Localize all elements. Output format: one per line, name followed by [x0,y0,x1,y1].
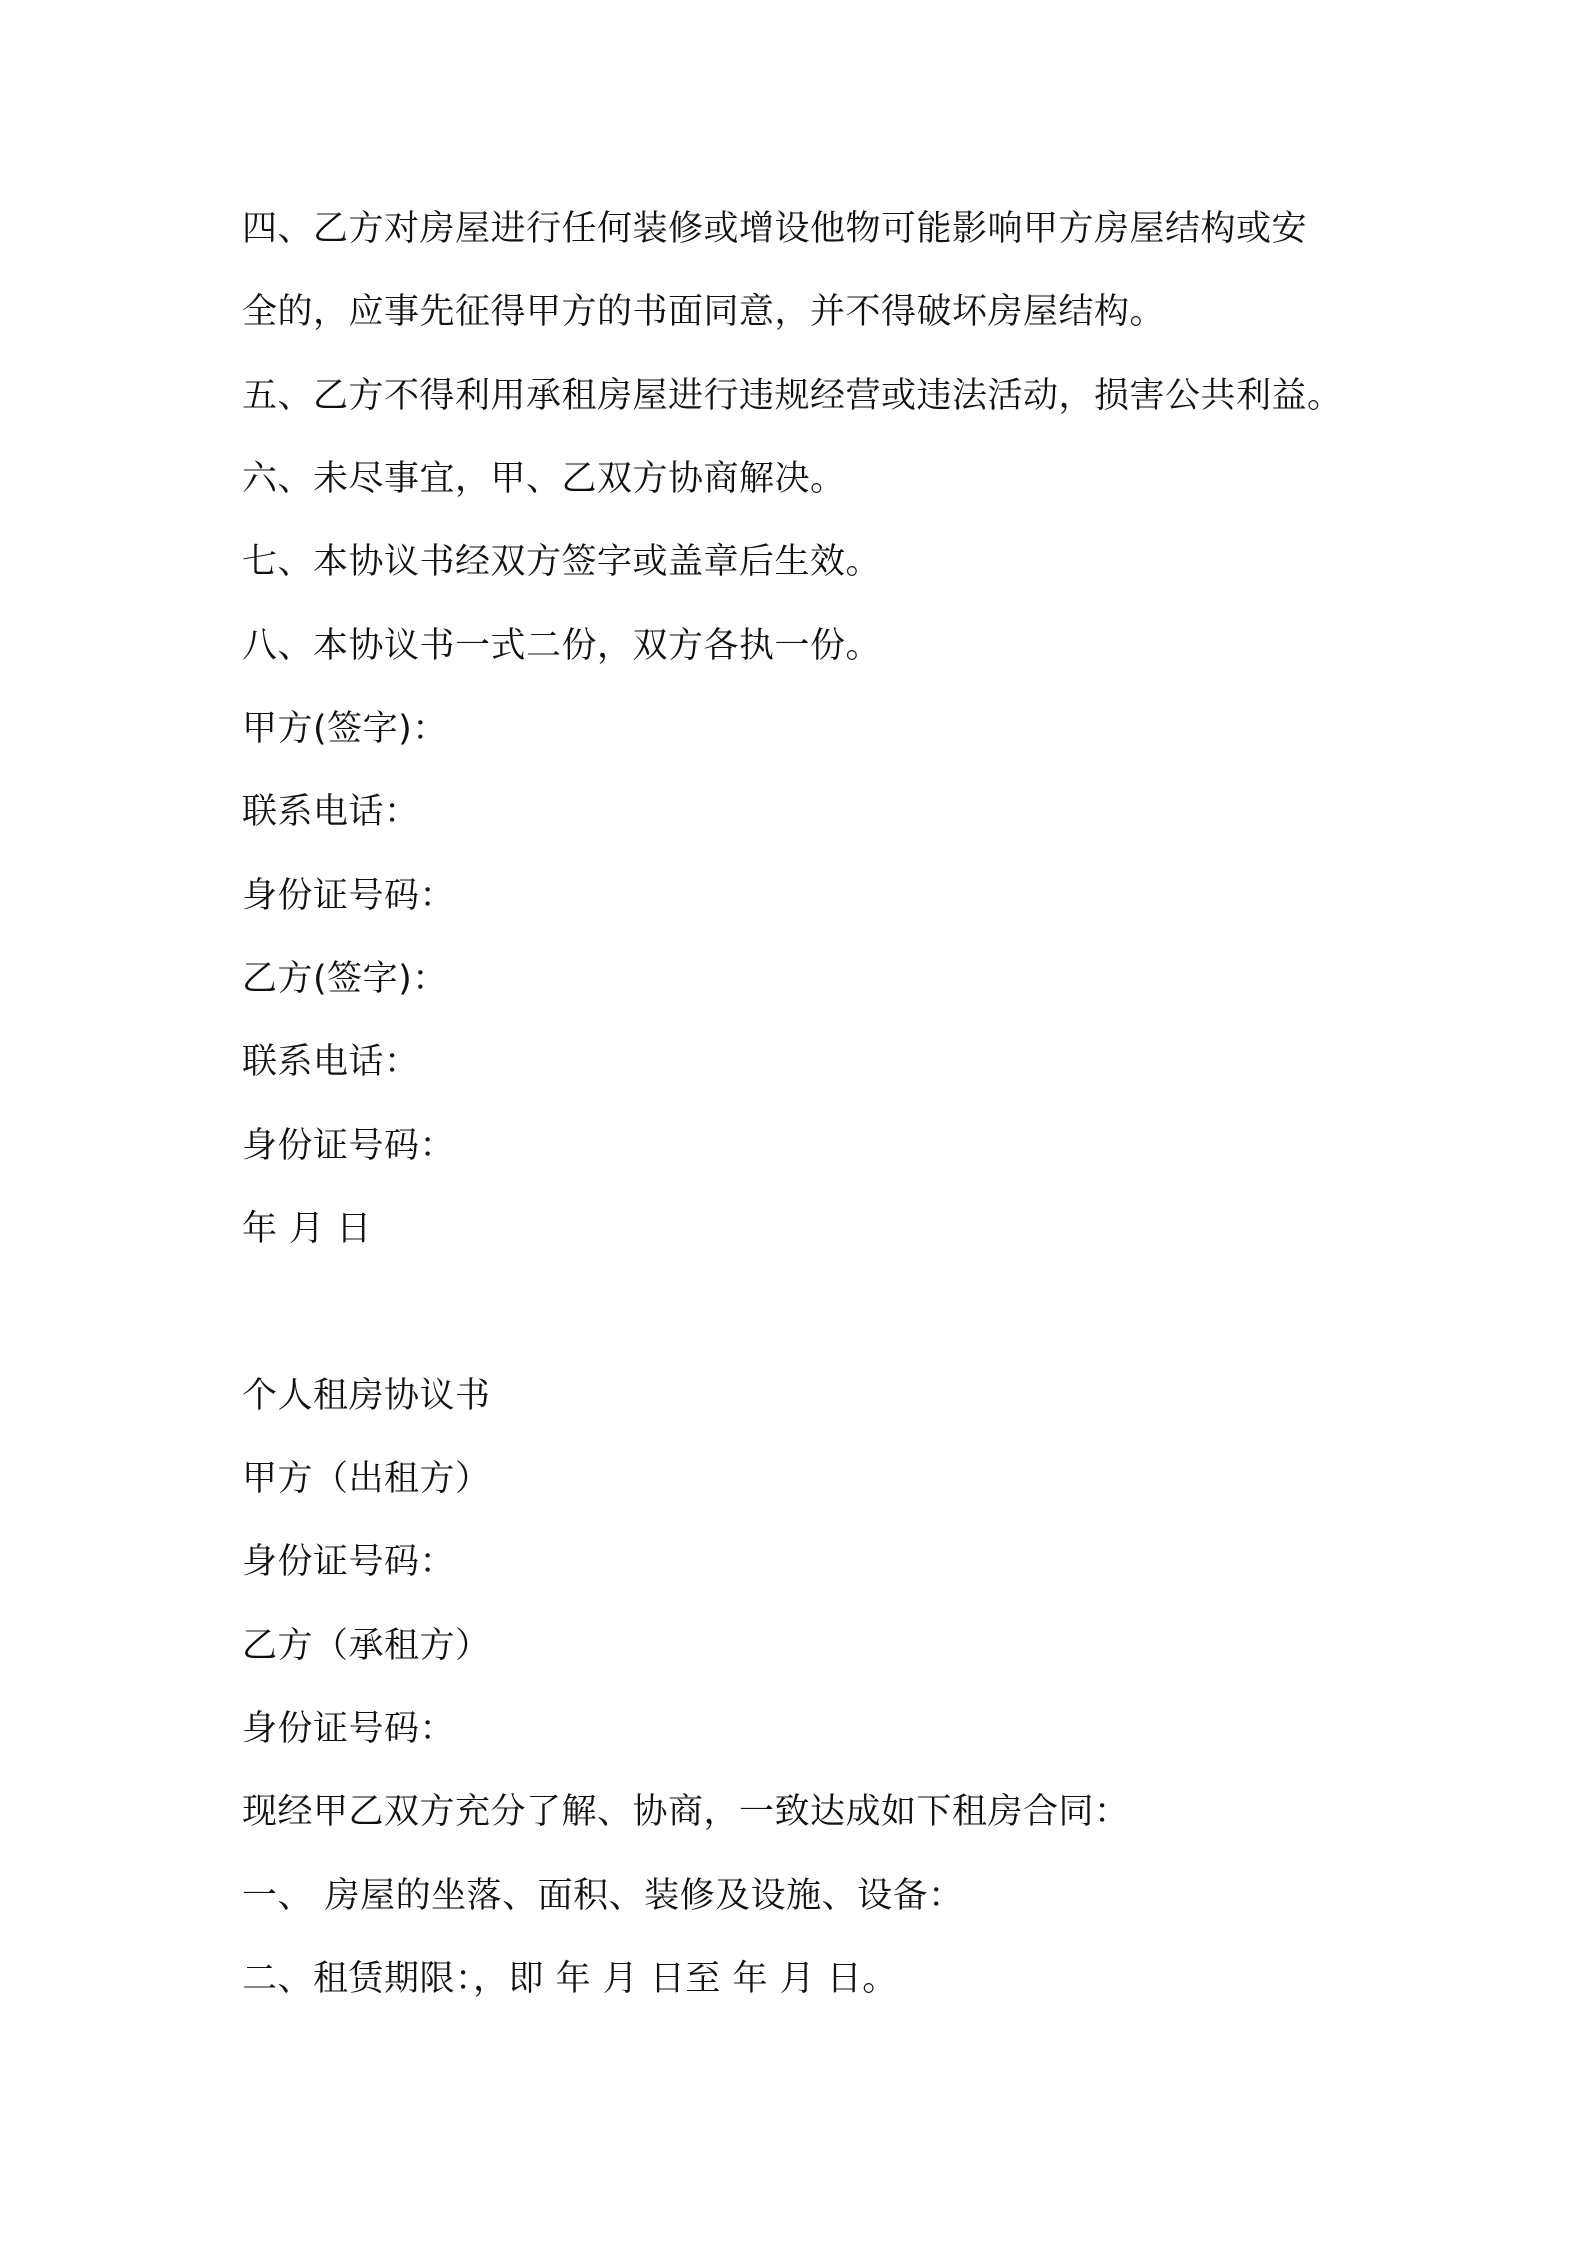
clause-4-line-2: 全的，应事先征得甲方的书面同意，并不得破坏房屋结构。 [242,292,1166,332]
signing-date: 年 月 日 [242,1209,372,1249]
party-a-id-label: 身份证号码： [242,876,456,916]
agreement-intro: 现经甲乙双方充分了解、协商，一致达成如下租房合同： [242,1792,1130,1832]
clause-6: 六、未尽事宜，甲、乙双方协商解决。 [242,459,846,499]
clause-8: 八、本协议书一式二份，双方各执一份。 [242,626,882,666]
agreement-title: 个人租房协议书 [242,1376,491,1416]
party-b-signature-label: 乙方(签字)： [242,959,448,999]
party-b-id-label: 身份证号码： [242,1126,456,1166]
clause-7: 七、本协议书经双方签字或盖章后生效。 [242,542,882,582]
landlord-label: 甲方（出租方） [242,1459,491,1499]
tenant-label: 乙方（承租方） [242,1626,491,1666]
landlord-id-label: 身份证号码： [242,1542,456,1582]
party-b-phone-label: 联系电话： [242,1042,420,1082]
clause-4-line-1: 四、乙方对房屋进行任何装修或增设他物可能影响甲方房屋结构或安 [242,209,1308,249]
item-1-property-details: 一、 房屋的坐落、面积、装修及设施、设备： [242,1876,964,1916]
tenant-id-label: 身份证号码： [242,1709,456,1749]
clause-5: 五、乙方不得利用承租房屋进行违规经营或违法活动，损害公共利益。 [242,376,1343,416]
item-2-lease-term: 二、租赁期限：，即 年 月 日至 年 月 日。 [242,1959,898,1999]
party-a-phone-label: 联系电话： [242,792,420,832]
party-a-signature-label: 甲方(签字)： [242,709,448,749]
